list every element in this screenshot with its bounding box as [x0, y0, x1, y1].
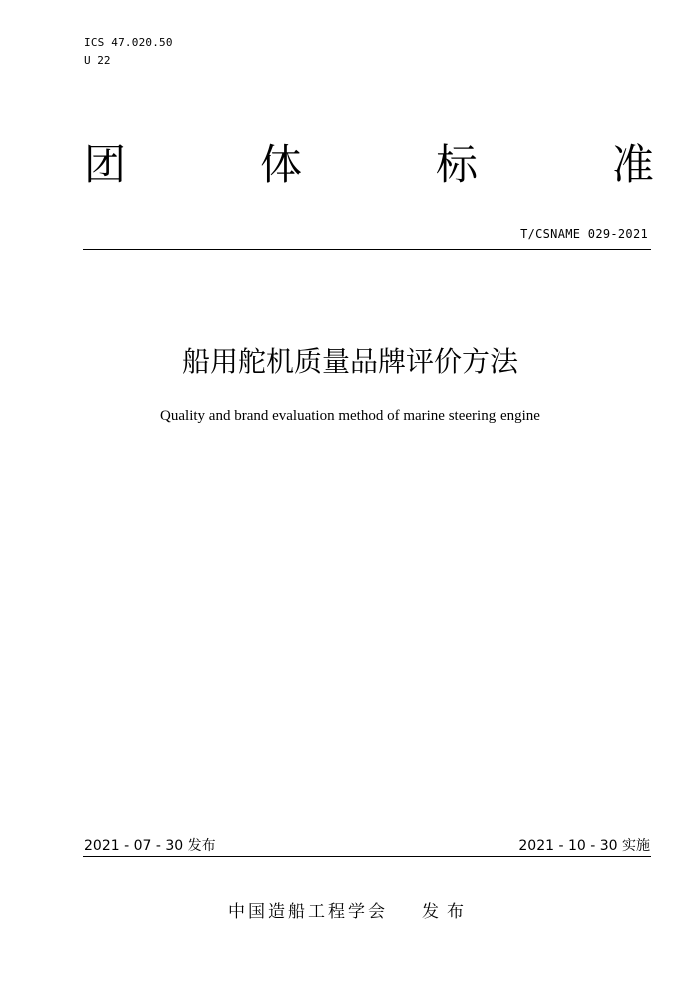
standard-type-char: 团	[84, 140, 127, 189]
bottom-divider	[83, 856, 651, 857]
standard-type-char: 标	[435, 140, 478, 189]
standard-type-heading	[84, 138, 654, 192]
document-title-chinese: 船用舵机质量品牌评价方法	[181, 345, 518, 378]
top-divider	[83, 249, 651, 250]
publisher-organization: 中国造船工程学会	[228, 902, 388, 922]
standard-type-char: 准	[611, 140, 654, 189]
standard-type-char: 体	[259, 140, 302, 189]
standard-number: T/CSNAME 029-2021	[520, 227, 648, 241]
publisher-action: 发布	[422, 902, 472, 922]
document-title-english: Quality and brand evaluation method of marine steering engine	[160, 408, 540, 424]
publisher-line	[0, 900, 700, 924]
implementation-date: 2021 - 10 - 30 实施	[518, 838, 650, 854]
ics-code: ICS 47.020.50	[84, 36, 173, 49]
ccs-code: U 22	[84, 54, 111, 67]
issue-date: 2021 - 07 - 30 发布	[84, 838, 216, 854]
